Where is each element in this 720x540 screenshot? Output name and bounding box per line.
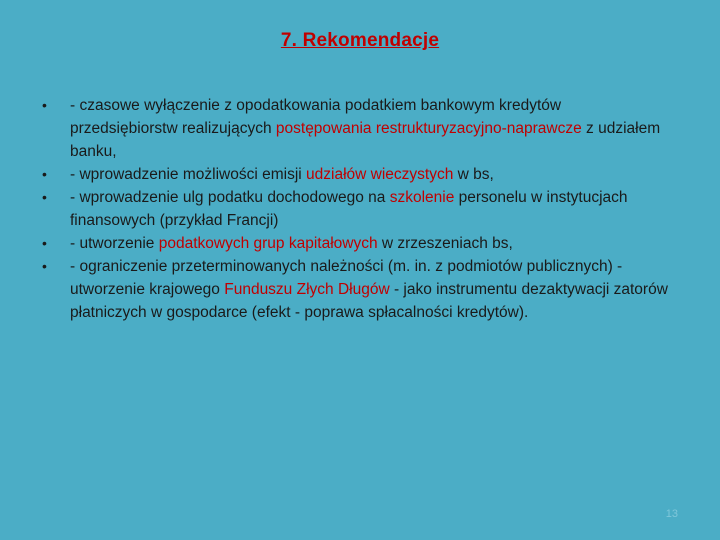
highlighted-text: postępowania restrukturyzacyjno-naprawcze: [275, 120, 582, 137]
bullet-icon: •: [42, 189, 47, 205]
bullet-text: - wprowadzenie możliwości emisji: [70, 166, 307, 183]
highlighted-text: udziałów wieczystych: [306, 166, 454, 183]
bullet-item: [40, 94, 670, 163]
bullet-text: - czasowe wyłączenie z opodatkowania podatkiem bankowym kredytów przedsiębiorstw realizujących: [70, 97, 562, 137]
bullet-text: personelu w instytucjach finansowych (przykład Francji): [70, 189, 628, 229]
bullet-list: [40, 94, 670, 324]
bullet-item: [40, 255, 670, 324]
bullet-icon: •: [42, 166, 47, 182]
bullet-text: - jako instrumentu dezaktywacji zatorów płatniczych w gospodarce (efekt - poprawa spłacalności kredytów).: [70, 281, 668, 321]
bullet-text: - ograniczenie przeterminowanych należności (m. in. z podmiotów publicznych) -utworzenie krajowego: [70, 258, 623, 298]
bullet-item: [40, 186, 670, 232]
bullet-icon: •: [42, 258, 47, 274]
title-box: [40, 22, 680, 66]
bullet-text: - wprowadzenie ulg podatku dochodowego na: [70, 189, 390, 206]
highlighted-text: szkolenie: [389, 189, 455, 206]
bullet-text: w zrzeszeniach bs,: [377, 235, 513, 252]
bullet-item: [40, 232, 670, 255]
slide-title: 7. Rekomendacje: [280, 30, 440, 51]
bullet-item: [40, 163, 670, 186]
highlighted-text: Funduszu Złych Długów: [224, 281, 390, 298]
page-number: 13: [665, 508, 678, 520]
bullet-text: w bs,: [453, 166, 494, 183]
bullet-icon: •: [42, 235, 47, 251]
bullet-text: - utworzenie: [70, 235, 159, 252]
highlighted-text: podatkowych grup kapitałowych: [158, 235, 378, 252]
content-area: [40, 94, 670, 324]
bullet-text: z udziałem banku,: [70, 120, 661, 160]
bullet-icon: •: [42, 97, 47, 113]
